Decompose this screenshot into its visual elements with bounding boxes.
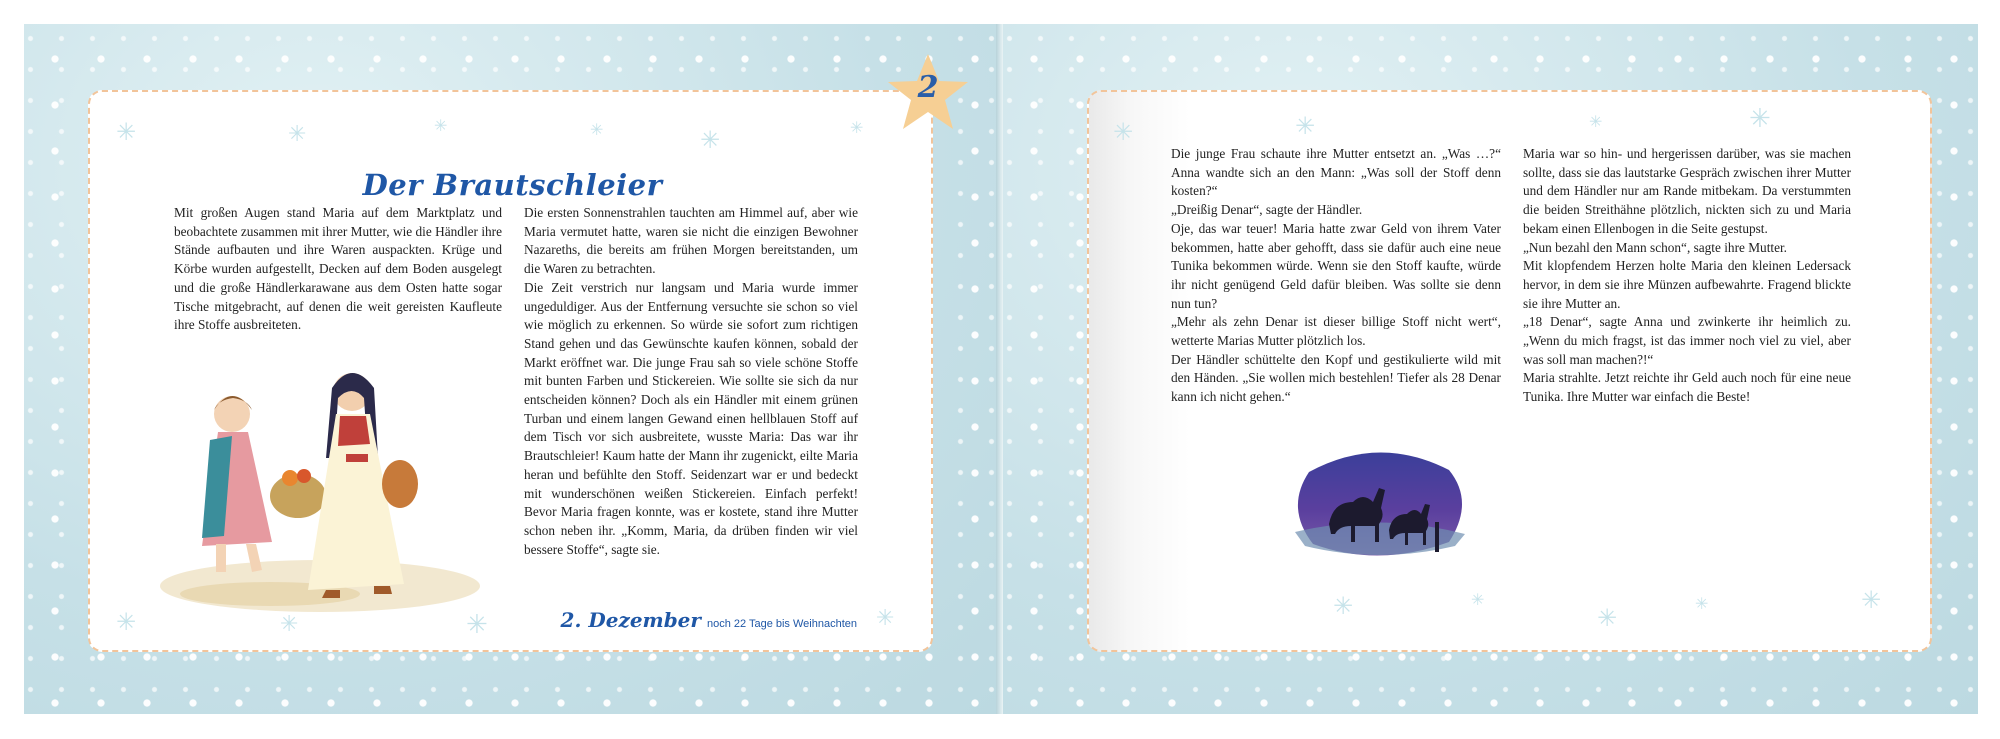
illustration-night-camels: [1289, 442, 1469, 562]
snowflake-icon: ✳: [116, 608, 137, 636]
snowflake-icon: ✳: [700, 126, 721, 154]
snowflake-icon: ✳: [1597, 604, 1618, 632]
snowflake-icon: ✳: [1749, 104, 1771, 134]
snowflake-icon: ✳: [590, 120, 604, 139]
right-page: [1003, 24, 1978, 714]
snowflake-icon: ✳: [1861, 586, 1882, 614]
snowflake-icon: ✳: [288, 122, 307, 147]
day-number: 2: [917, 70, 939, 105]
snowflake-icon: ✳: [434, 116, 448, 135]
left-text-panel: [88, 90, 933, 652]
footer-countdown: noch 22 Tage bis Weihnachten: [706, 618, 857, 630]
snowflake-icon: ✳: [1113, 118, 1134, 146]
paragraph: Maria war so hin- und hergerissen darüber, was sie machen sollte, dass sie das lautstarke Gespräch zwischen ihrer Mutter und dem Händler nur am Rande mitbekam. Da verstummten die beiden Streithähne plötzlich, nickten sich zu und Maria bekam einen Ellenbogen in die Seite gestupst.: [1523, 146, 1851, 236]
left-column-2: [524, 204, 858, 559]
snowflake-icon: ✳: [1695, 594, 1709, 613]
page-footer: [561, 608, 857, 632]
illustration-girls-market: [150, 354, 480, 614]
snowflake-icon: ✳: [1333, 592, 1354, 620]
paragraph: Mit klopfendem Herzen holte Maria den kleinen Ledersack hervor, in dem sie ihre Münzen aufbewahrte. Fragend blickte sie ihre Mutter an.: [1523, 258, 1851, 311]
paragraph: „Dreißig Denar“, sagte der Händler.: [1171, 202, 1363, 218]
right-column-2: [1523, 145, 1851, 407]
paragraph: „Mehr als zehn Denar ist dieser billige Stoff nicht wert“, wetterte Marias Mutter plötzlich los.: [1171, 314, 1501, 349]
snowflake-icon: ✳: [876, 606, 895, 631]
paragraph: „18 Denar“, sagte Anna und zwinkerte ihr heimlich zu. „Wenn du mich fragst, ist das immer noch viel zu viel, aber was soll man machen?!“: [1523, 314, 1851, 367]
snowflake-icon: ✳: [1589, 112, 1603, 131]
snowflake-icon: ✳: [116, 118, 137, 146]
snowflake-icon: ✳: [1295, 112, 1316, 140]
star-badge-icon: [886, 52, 970, 132]
paragraph: Maria strahlte. Jetzt reichte ihr Geld auch noch für eine neue Tunika. Ihre Mutter war einfach die Beste!: [1523, 370, 1851, 405]
paragraph: Die ersten Sonnenstrahlen tauchten am Himmel auf, aber wie Maria vermutet hatte, waren sie nicht die einzigen Bewohner Nazareths, die bereits am frühen Morgen bereitstanden, um die Waren zu betrachten.: [524, 205, 858, 277]
paragraph: Die Zeit verstrich nur langsam und Maria wurde immer ungeduldiger. Aus der Entfernung versuchte sie schon so viel wie möglich zu erkennen. So würde sie sofort zum richtigen Stand gehen und das Gewünschte kaufen können, sobald der Markt eröffnet war. Die junge Frau sah so viele schöne Stoffe mit bunten Farben und Stickereien. Wie sollte sie sich da nur entscheiden können? Doch als ein Händler mit einem grünen Turban und einem langen Gewand einen hellblauen Stoff auf dem Tisch vor sich ausbreitete, wusste Maria: Das war ihr Brautschleier! Kaum hatte der Mann ihr zugenickt, eilte Maria heran und befühlte den Stoff. Seidenzart war er und bedeckt mit wunderschönen weißen Stickereien. Einfach perfekt! Bevor Maria fragen konnte, was er kostete, stand ihre Mutter schon neben ihr. „Komm, Maria, da drüben finden wir viel bessere Stoffe“, sagte sie.: [524, 279, 858, 557]
snowflake-icon: ✳: [280, 612, 299, 637]
footer-date: 2. Dezember: [560, 608, 701, 632]
paragraph: Die junge Frau schaute ihre Mutter entsetzt an. „Was …?“ Anna wandte sich an den Mann: „Was soll der Stoff denn kosten?“: [1171, 146, 1501, 199]
left-column-1: [174, 204, 502, 335]
paragraph: Der Händler schüttelte den Kopf und gestikulierte wild mit den Händen. „Sie wollen mich bestehlen! Tiefer als 28 Denar kann ich nicht gehen.“: [1171, 351, 1501, 405]
snowflake-icon: ✳: [466, 610, 488, 640]
left-page: [24, 24, 999, 714]
right-column-1: [1171, 145, 1501, 407]
paragraph: Mit großen Augen stand Maria auf dem Marktplatz und beobachtete zusammen mit ihrer Mutter, wie die Händler ihre Stände aufbauten und ihre Waren auspackten. Krüge und Körbe wurden aufgestellt, Decken auf dem Boden ausgelegt und die große Händlerkarawane aus dem Osten hatte sogar Tische mitgebracht, auf denen die weit gereisten Kaufleute ihre Stoffe ausbreiteten.: [174, 205, 502, 333]
paragraph: „Nun bezahl den Mann schon“, sagte ihre Mutter.: [1523, 239, 1788, 255]
book-spread: [24, 24, 1978, 714]
paragraph: Oje, das war teuer! Maria hatte zwar Geld von ihrem Vater bekommen, hatte aber gehofft, dass sie dafür auch eine neue Tunika bekommen würde. Wenn sie den Stoff kaufte, würde ihr nicht genügend Geld dafür bleiben. Was sollte sie denn nun tun?: [1171, 220, 1501, 311]
story-title: Der Brautschleier: [362, 168, 663, 202]
snowflake-icon: ✳: [1471, 590, 1485, 609]
snowflake-icon: ✳: [850, 118, 864, 137]
right-text-panel: [1087, 90, 1932, 652]
